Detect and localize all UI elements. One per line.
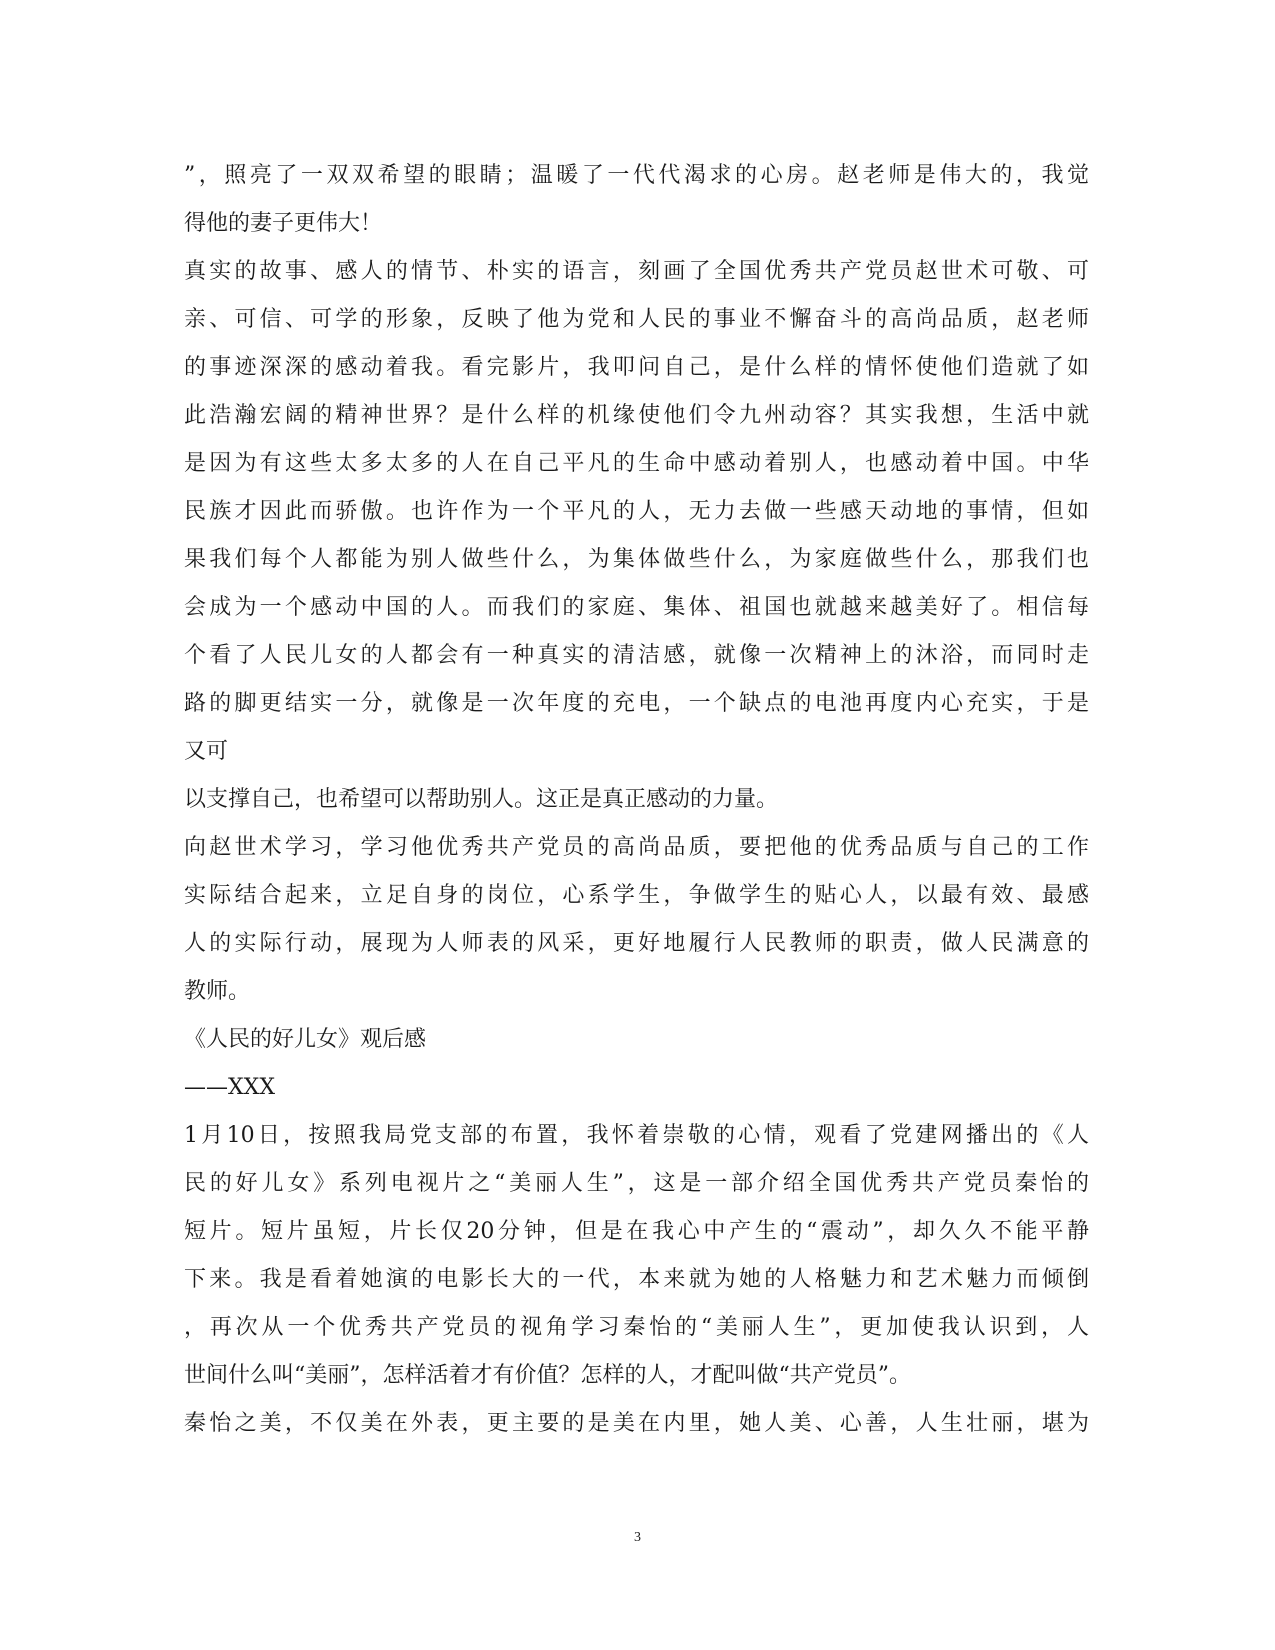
text-line: 向赵世术学习，学习他优秀共产党员的高尚品质，要把他的优秀品质与自己的工作 [184, 835, 1089, 860]
text-line: ”，照亮了一双双希望的眼睛；温暖了一代代渴求的心房。赵老师是伟大的，我觉 [184, 163, 1089, 188]
text-line: 路的脚更结实一分，就像是一次年度的充电，一个缺点的电池再度内心充实，于是 [184, 691, 1089, 716]
text-line: 果我们每个人都能为别人做些什么，为集体做些什么，为家庭做些什么，那我们也 [184, 547, 1089, 572]
text-line: 会成为一个感动中国的人。而我们的家庭、集体、祖国也就越来越美好了。相信每 [184, 595, 1089, 620]
text-line: 得他的妻子更伟大！ [184, 211, 383, 236]
text-line: 个看了人民儿女的人都会有一种真实的清洁感，就像一次精神上的沐浴，而同时走 [184, 643, 1089, 668]
text-line: 民的好儿女》系列电视片之“美丽人生”，这是一部介绍全国优秀共产党员秦怡的 [184, 1171, 1089, 1196]
text-line: 秦怡之美，不仅美在外表，更主要的是美在内里，她人美、心善，人生壮丽，堪为 [184, 1411, 1089, 1436]
text-line: 此浩瀚宏阔的精神世界？是什么样的机缘使他们令九州动容？其实我想，生活中就 [184, 403, 1089, 428]
text-line: 人的实际行动，展现为人师表的风采，更好地履行人民教师的职责，做人民满意的 [184, 931, 1089, 956]
body-text [184, 152, 1089, 1448]
text-line: 民族才因此而骄傲。也许作为一个平凡的人，无力去做一些感天动地的事情，但如 [184, 499, 1089, 524]
text-line: 又可 [184, 739, 229, 764]
text-line: 短片。短片虽短，片长仅20分钟，但是在我心中产生的“震动”，却久久不能平静 [184, 1219, 1089, 1244]
text-line: 世间什么叫“美丽”，怎样活着才有价值？怎样的人，才配叫做“共产党员”。 [184, 1363, 911, 1388]
text-line: 下来。我是看着她演的电影长大的一代，本来就为她的人格魅力和艺术魅力而倾倒 [184, 1267, 1089, 1292]
text-line: 实际结合起来，立足自身的岗位，心系学生，争做学生的贴心人，以最有效、最感 [184, 883, 1089, 908]
text-line: 亲、可信、可学的形象，反映了他为党和人民的事业不懈奋斗的高尚品质，赵老师 [184, 307, 1089, 332]
text-line: 教师。 [184, 979, 251, 1004]
text-line: ，再次从一个优秀共产党员的视角学习秦怡的“美丽人生”，更加使我认识到，人 [184, 1315, 1089, 1340]
author-line: ——XXX [184, 1075, 275, 1100]
page-number: 3 [634, 1530, 641, 1545]
text-line: 是因为有这些太多太多的人在自己平凡的生命中感动着别人，也感动着中国。中华 [184, 451, 1089, 476]
text-line: 真实的故事、感人的情节、朴实的语言，刻画了全国优秀共产党员赵世术可敬、可 [184, 259, 1089, 284]
text-line: 1月10日，按照我局党支部的布置，我怀着崇敬的心情，观看了党建网播出的《人 [184, 1123, 1089, 1148]
text-line: 以支撑自己，也希望可以帮助别人。这正是真正感动的力量。 [184, 787, 779, 812]
text-line: 的事迹深深的感动着我。看完影片，我叩问自己，是什么样的情怀使他们造就了如 [184, 355, 1089, 380]
section-title: 《人民的好儿女》观后感 [184, 1027, 427, 1052]
